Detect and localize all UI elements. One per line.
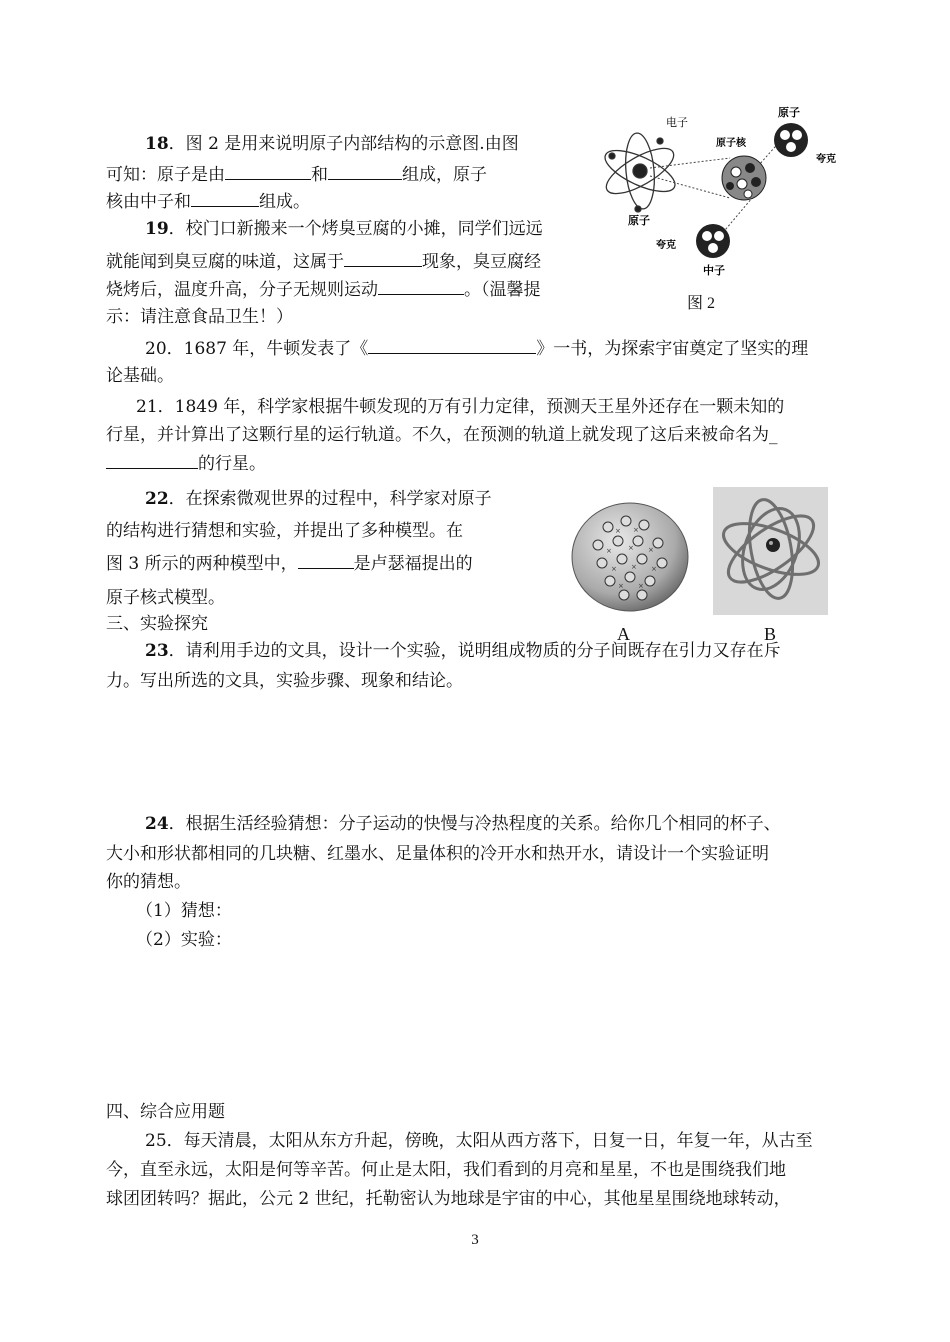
label-neutron: 中子 — [703, 264, 725, 277]
answer-blank[interactable] — [298, 552, 354, 569]
nucleus-diagram — [722, 156, 766, 200]
q21-line2: 行星，并计算出了这颗行星的运行轨道。不久，在预测的轨道上就发现了这后来被命名为_ — [106, 425, 778, 445]
q24-guess: （1）猜想： — [136, 901, 232, 921]
q23-number: 23 — [145, 641, 169, 661]
svg-text:×: × — [606, 547, 612, 555]
answer-blank[interactable] — [368, 337, 536, 354]
q22-line3: 图 3 所示的两种模型中， 是卢瑟福提出的 — [106, 554, 473, 574]
svg-text:×: × — [631, 563, 637, 571]
figure-3b-nuclear-model — [713, 487, 828, 615]
q22-line1: 22．在探索微观世界的过程中，科学家对原子 — [145, 489, 492, 509]
q24-line1: 24．根据生活经验猜想：分子运动的快慢与冷热程度的关系。给你几个相同的杯子、 — [145, 814, 781, 834]
proton-diagram — [774, 123, 808, 157]
section-4-heading: 四、综合应用题 — [106, 1102, 225, 1122]
q22-line4: 原子核式模型。 — [106, 588, 225, 608]
q23-line1: 23．请利用手边的文具，设计一个实验，说明组成物质的分子间既存在引力又存在斥 — [145, 641, 781, 661]
q24-experiment: （2）实验： — [136, 930, 232, 950]
svg-text:×: × — [633, 526, 639, 534]
figure-3a-plum-pudding-model — [568, 497, 693, 615]
svg-text:×: × — [628, 544, 634, 552]
q19-line3: 烧烤后，温度升高，分子无规则运动 。（温馨提 — [106, 280, 541, 300]
q22-number: 22 — [145, 489, 169, 509]
q24-number: 24 — [145, 814, 169, 834]
svg-text:×: × — [651, 565, 657, 573]
label-nucleus: 原子核 — [716, 138, 746, 149]
q18-line3: 核由中子和 组成。 — [106, 192, 310, 212]
q24-line3: 你的猜想。 — [106, 872, 191, 892]
figure-2-atom-structure — [598, 96, 848, 296]
q20-line1: 20．1687 年，牛顿发表了《 》一书，为探索宇宙奠定了坚实的理 — [145, 339, 809, 359]
svg-text:×: × — [638, 582, 644, 590]
q25-line3: 球团团转吗？据此，公元 2 世纪，托勒密认为地球是宇宙的中心，其他星星围绕地球转动， — [106, 1189, 791, 1209]
neutron-diagram — [696, 224, 730, 258]
label-quark-left: 夸克 — [656, 240, 676, 251]
answer-blank[interactable] — [378, 278, 464, 295]
q19-number: 19 — [145, 219, 169, 239]
answer-blank[interactable] — [328, 163, 402, 180]
q25-line1: 25．每天清晨，太阳从东方升起，傍晚，太阳从西方落下，日复一日，年复一年，从古至 — [145, 1131, 813, 1151]
figure-3-label-b: B — [764, 624, 777, 644]
q22-line2: 的结构进行猜想和实验，并提出了多种模型。在 — [106, 521, 463, 541]
q18-line1: 18．图 2 是用来说明原子内部结构的示意图.由图 — [145, 134, 519, 154]
label-atom-top: 原子 — [778, 106, 800, 119]
q19-line1: 19．校门口新搬来一个烤臭豆腐的小摊，同学们远远 — [145, 219, 543, 239]
atom-diagram-left — [600, 132, 681, 212]
q20-line2: 论基础。 — [106, 366, 174, 386]
svg-text:×: × — [618, 582, 624, 590]
answer-blank[interactable] — [191, 190, 259, 207]
svg-text:×: × — [611, 565, 617, 573]
section-3-heading: 三、实验探究 — [106, 614, 208, 634]
svg-text:×: × — [648, 546, 654, 554]
page-number: 3 — [471, 1232, 479, 1248]
q24-line2: 大小和形状都相同的几块糖、红墨水、足量体积的冷开水和热开水，请设计一个实验证明 — [106, 844, 769, 864]
q18-line2: 可知：原子是由 和 组成，原子 — [106, 165, 487, 185]
label-quark-right: 夸克 — [816, 154, 836, 165]
figure-2-caption: 图 2 — [687, 295, 716, 312]
figure-3-label-a: A — [617, 624, 630, 644]
svg-text:×: × — [615, 527, 621, 535]
q19-line4: 示：请注意食品卫生！） — [106, 307, 293, 327]
answer-blank[interactable] — [344, 250, 422, 267]
q25-line2: 今，直至永远，太阳是何等辛苦。何止是太阳，我们看到的月亮和星星，不也是围绕我们地 — [106, 1160, 786, 1180]
q19-line2: 就能闻到臭豆腐的味道，这属于 现象，臭豆腐经 — [106, 252, 541, 272]
q21-line1: 21．1849 年，科学家根据牛顿发现的万有引力定律，预测天王星外还存在一颗未知的 — [136, 397, 785, 417]
answer-blank[interactable] — [225, 163, 311, 180]
q21-line3: 的行星。 — [106, 452, 266, 475]
answer-blank[interactable] — [106, 452, 198, 469]
q23-line2: 力。写出所选的文具，实验步骤、现象和结论。 — [106, 671, 463, 691]
q18-number: 18 — [145, 134, 169, 154]
label-atom-left: 原子 — [628, 214, 650, 227]
label-electron: 电子 — [666, 116, 688, 129]
